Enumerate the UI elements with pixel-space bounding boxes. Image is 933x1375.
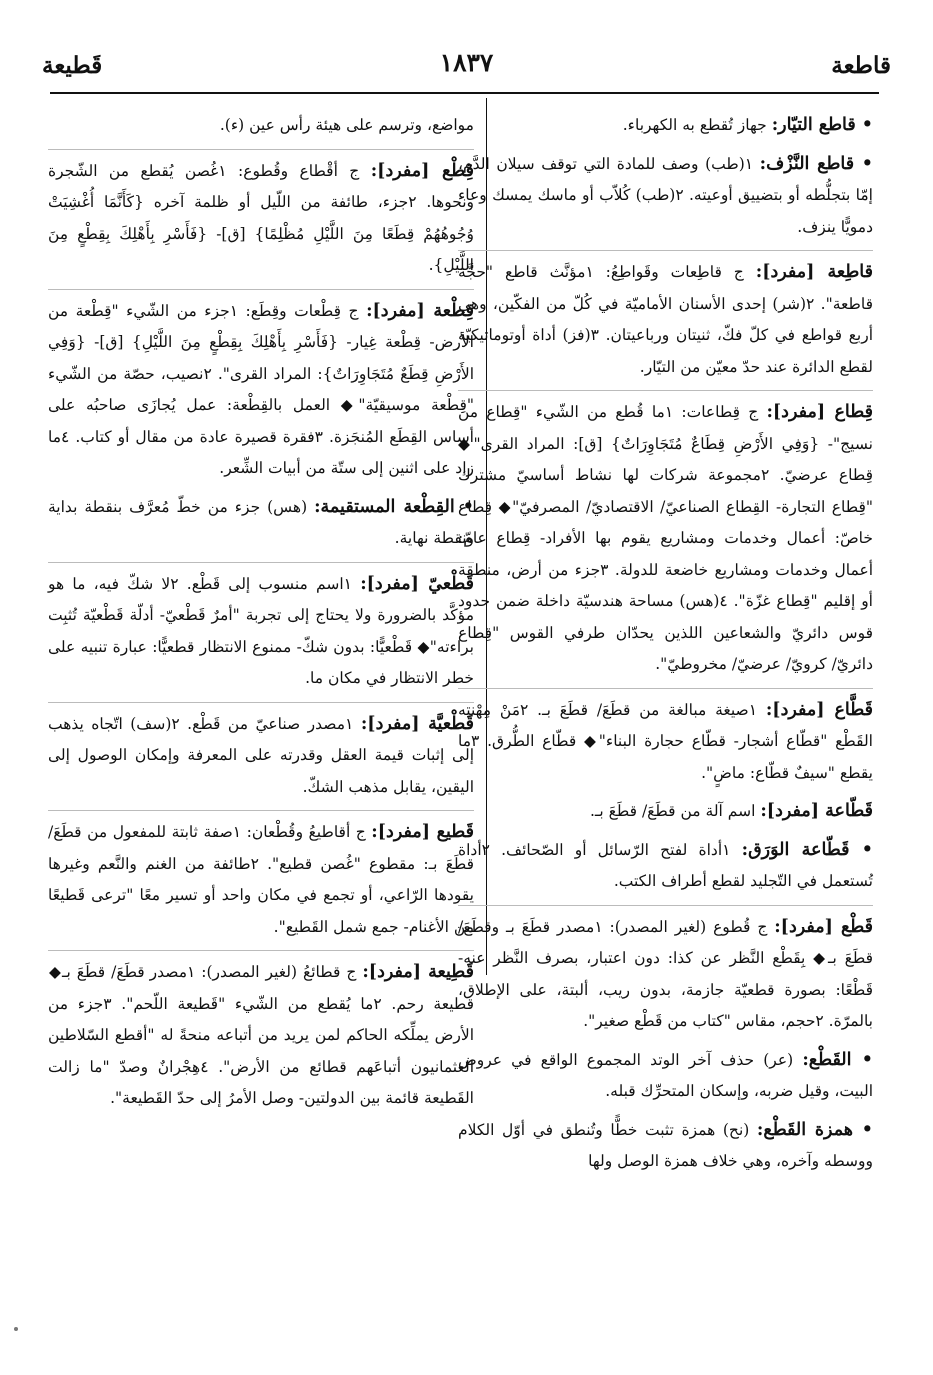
dictionary-entry [48, 709, 474, 804]
dictionary-entry [458, 397, 873, 681]
dictionary-entry [458, 912, 873, 1038]
left-column [48, 110, 474, 1122]
page-number: ١٨٣٧ [439, 48, 494, 77]
entry-headword: قِطاع [مفرد]: [766, 402, 873, 422]
entry-separator [458, 688, 873, 689]
dictionary-entry [48, 957, 474, 1115]
entry-text: جهاز تُقطع به الكهرباء. [622, 116, 767, 134]
dictionary-entry [48, 156, 474, 282]
entry-separator [458, 250, 873, 251]
dictionary-entry [458, 695, 873, 790]
entry-text: ج قطائعُ (لغير المصدر): ١مصدر قطَعَ/ قطَعَ بـ◆ قطيعة رحم. ٢ما يُقطع من الشّيء "قَطيعة اللّحم". ٣جزء من الأرض يملِّكه الحاكم لمن يريد من أتباعه منحةً له "أقطع السّلاطين العثمانيون أتباعَهم قطائع من الأرض". ٤هِجْرانٌ وصدّ "ما زالت القَطيعة قائمة بين الدولتين- وصل الأمرُ إلى حدّ القَطيعة". [48, 963, 474, 1107]
entry-headword: • همزة القَطْع: [756, 1119, 873, 1140]
entry-separator [48, 950, 474, 951]
dictionary-entry [458, 110, 873, 142]
dictionary-entry [48, 817, 474, 943]
entry-separator [48, 702, 474, 703]
entry-headword: • القِطْعة المستقيمة: [314, 496, 474, 517]
entry-headword: قَطّاعة [مفرد]: [760, 801, 873, 821]
dictionary-entry [458, 149, 873, 244]
entry-headword: • القَطْع: [802, 1049, 873, 1070]
entry-headword: • قَطّاعة الوَرَق: [741, 839, 873, 860]
running-head-left: قَطيعة [42, 52, 103, 79]
dictionary-entry [458, 1115, 873, 1178]
entry-text: ١مصدر صناعيّ من قَطْع. ٢(سف) اتّجاه يذهب إلى إثبات قيمة العقل وقدرته على المعرفة وإمكان الوصول إلى اليقين، يقابل مذهب الشكّ. [48, 714, 474, 796]
entry-headword: • قاطع النَّزْف: [759, 153, 873, 174]
entry-text: ١أداة لفتح الرّسائل أو الصّحائف. ٢أداة تُستعمل في التّجليد لقطع أطراف الكتب. [458, 840, 873, 890]
dictionary-entry [458, 796, 873, 828]
dictionary-entry [458, 257, 873, 383]
entry-text: ١(طب) وصف للمادة التي توقف سيلان الدَّم، إمّا بتجلُّطه أو بتضييق أوعيته. ٢(طب) كُلاّب أو ماسك يمسك وعاء دمويًّا ينزف. [458, 154, 873, 236]
entry-separator [48, 289, 474, 290]
entry-separator [48, 149, 474, 150]
entry-text: ج قُطوع (لغير المصدر): ١مصدر قطَعَ بـ وقطَعَ/ قطَعَ بـ◆ بِقَطْع النَّظر عن كذا: دون اعتبار، بصرف النَّظر عنه- قَطْعًا: بصورة قطعيّة جازمة، بدون ريب، ألبتة، على الإطلاق، بالمرّة. ٢حجم، مقاس "كتاب من قَطْع صغير". [458, 917, 873, 1030]
dictionary-entry [458, 835, 873, 898]
dictionary-entry [48, 492, 474, 555]
dictionary-entry [48, 569, 474, 695]
entry-text: ج قِطاعات: ١ما قُطع من الشّيء "قِطاع من نسيج"- {وَفِي الأَرْضِ قِطَاعٌ مُتَجَاوِرَاتٌ} [ق]: المراد القرى"◆ قِطاع عرضيّ. ٢مجموعة شركات لها نشاط أساسيّ مشترك "قِطاع التجارة- القِطاع الصناعيّ/ الاقتصاديّ/ المصرفيّ"◆ قِطاع خاصّ: أعمال وخدمات ومشاريع يقوم بها الأفراد- قِطاع عامّ: أعمال وخدمات ومشاريع خاضعة للدولة. ٣جزء من أرض، منطقة أو إقليم "قِطاع غزّة". ٤(هس) مساحة هندسيّة داخلة ضمن حدود قوس دائريّ والشعاعين اللذين يحدّان طرفي القوس "قِطاع دائريّ/ كرويّ/ عرضيّ/ مخروطيّ". [458, 403, 873, 673]
scan-speck [14, 1327, 18, 1331]
header-rule [50, 92, 879, 94]
entry-headword: قَطَّاع [مفرد]: [765, 699, 873, 720]
entry-separator [48, 810, 474, 811]
entry-text: اسم آلة من قطَعَ/ قطَعَ بـ. [589, 802, 756, 820]
entry-text: مواضع، وترسم على هيئة رأس عين (ء). [219, 116, 474, 134]
entry-text: (هس) جزء من خطّ مُعرَّف بنقطة بداية ونقطة نهاية. [48, 497, 474, 547]
entry-headword: قَطيع [مفرد]: [371, 822, 474, 842]
running-head-right: قاطعة [831, 52, 891, 79]
entry-headword: قَطْع [مفرد]: [774, 916, 873, 937]
entry-text: ج قِطْعات وقِطَع: ١جزء من الشّيء "قِطْعة من الأرض- قِطْعة غِيار- {فَأَسْرِ بِأَهْلِكَ بِقِطْعٍ مِنَ اللَّيْلِ} [ق]- {وَفِي الأَرْضِ قِطَعٌ مُتَجَاوِرَاتٌ}: المراد القرى". ٢نصيب، حصّة من الشّيء "قِطْعة موسيقيّة"◆ العمل بالقِطْعة: عمل يُجازَى صاحبُه على أساس القِطَع المُنجَزة. ٣فقرة قصيرة عادة من مقال أو كتاب. ٤ما زاد على اثنين إلى ستّة من أبيات الشِّعر. [48, 301, 474, 477]
entry-text: ج أقْطاع وقُطوع: ١غُصن يُقطع من الشّجرة ونحوها. ٢جزء، طائفة من اللّيل أو ظلمة آخره {كَأَنَّمَا أُغْشِيَتْ وُجُوهُهُمْ قِطَعًا مِنَ اللَّيْلِ مُظْلِمًا} [ق]- {فَأَسْرِ بِأَهْلِكَ بِقِطْعٍ مِنَ اللَّيْلِ}. [48, 161, 474, 274]
entry-headword: قاطِعة [مفرد]: [755, 262, 873, 282]
entry-headword: • قاطع التيّار: [771, 115, 873, 135]
right-column [458, 110, 873, 1185]
entry-text: ١اسم منسوب إلى قَطْع. ٢لا شكّ فيه، ما هو مؤكَّد بالضرورة ولا يحتاج إلى تجربة "أمرٌ قَطْعيّ- أدلّة قَطْعيّة تُثبِت براءته"◆ قَطْعيًّا: بدون شكّ- ممنوع الانتظار قطعيًّا: عبارة تنبيه على خطر الانتظار في مكان ما. [48, 574, 474, 687]
entry-headword: قَطِيعة [مفرد]: [362, 962, 474, 982]
entry-headword: قِطْعة [مفرد]: [366, 300, 474, 321]
entry-headword: قَطْعيَّة [مفرد]: [360, 713, 474, 734]
entry-separator [48, 562, 474, 563]
dictionary-entry [48, 296, 474, 485]
entry-headword: قَطْعيّ [مفرد]: [360, 573, 474, 594]
dictionary-entry-continued [48, 110, 474, 142]
entry-text: ج قاطِعات وقَواطِعُ: ١مؤنَّث قاطع "حجَّة قاطعة". ٢(شر) إحدى الأسنان الأماميّة في كُلّ من الفكّين، وهي أربع قواطع في كلّ فكّ، ثنيتان ورباعيتان. ٣(فز) أداة أوتوماتيكيّة لقطع الدائرة عند حدّ معيّن من التيّار. [458, 263, 873, 376]
entry-text: (عر) حذف آخر الوتد المجموع الواقع في عروض البيت، وقيل ضربه، وإسكان المتحرِّك قبله. [458, 1050, 873, 1100]
entry-text: ١صيغة مبالغة من قطَعَ/ قطَعَ بـ. ٢مَنْ مِهْنته القَطْع "قطّاع أشجار- قطّاع حجارة البناء"◆ قطّاع الطُّرق. ٣ما يقطع "سيفٌ قطّاع: ماضٍ". [458, 700, 873, 782]
entry-separator [458, 905, 873, 906]
entry-separator [458, 390, 873, 391]
page-header [32, 48, 901, 88]
entry-headword: قِطْع [مفرد]: [370, 160, 475, 181]
dictionary-entry [458, 1045, 873, 1108]
entry-text: ج أقاطيعُ وقُطْعان: ١صفة ثابتة للمفعول من قطَعَ/ قطَعَ بـ: مقطوع "غُصن قطيع". ٢طائفة من الغنم والنَّعم وغيرها يقودها الرّاعي، أو تجمع في مكان واحد أو تسير معًا "ترعى قَطيعًا من الأغنام- جمع شمل القَطيع". [48, 823, 474, 936]
entry-text: (نح) همزة تثبت خطًّا وتُنطق في أوّل الكلام ووسطه وآخره، وهي خلاف همزة الوصل ولها [458, 1120, 873, 1170]
